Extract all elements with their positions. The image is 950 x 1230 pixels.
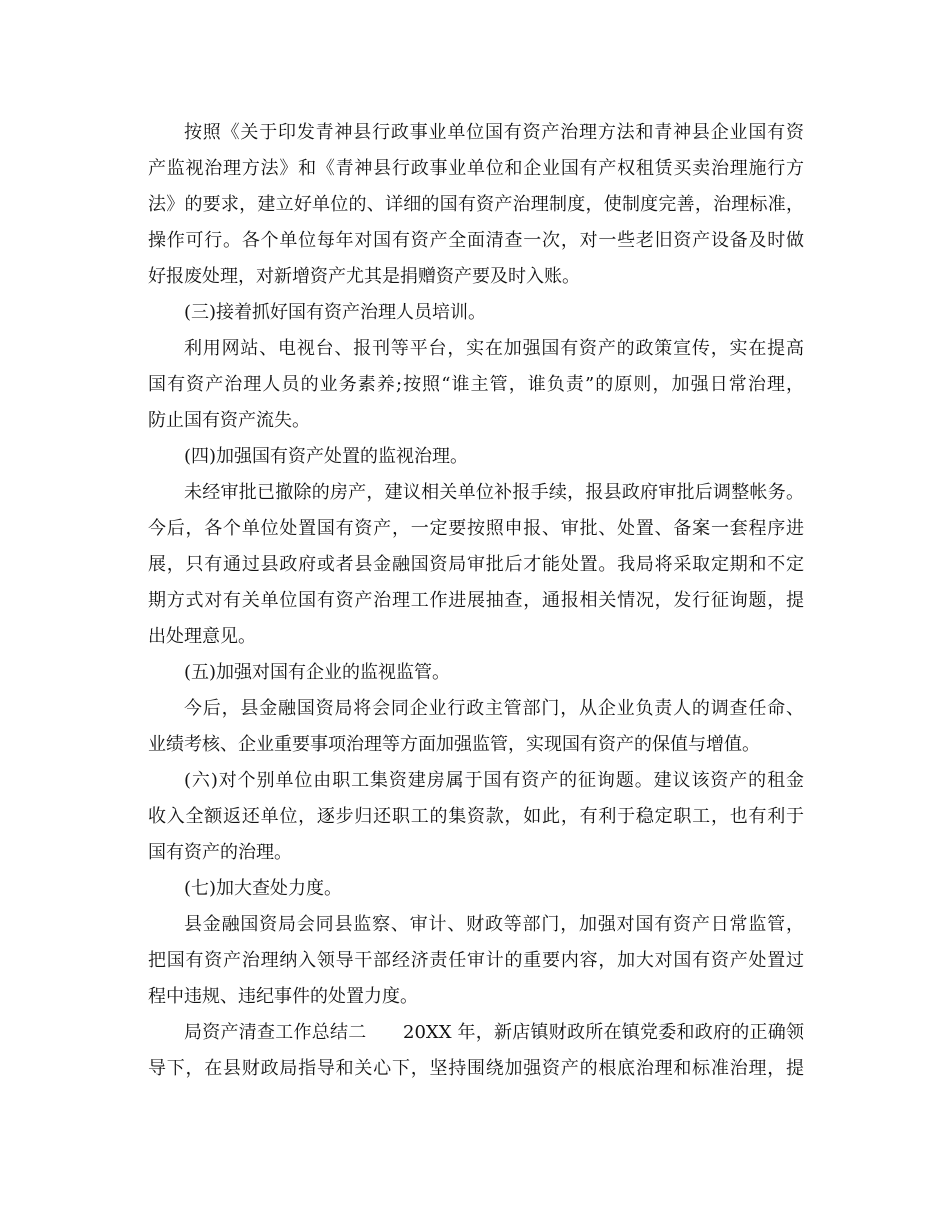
paragraph-line: 收入全额返还单位，逐步归还职工的集资款，如此，有利于稳定职工，也有利于 [148, 806, 804, 827]
heading-line: (四)加强国有资产处置的监视治理。 [184, 446, 469, 467]
heading-line: (三)接着抓好国有资产治理人员培训。 [184, 302, 487, 323]
paragraph [148, 763, 804, 871]
paragraph-line: 利用网站、电视台、报刊等平台，实在加强国有资产的政策宣传，实在提高 [184, 338, 804, 359]
paragraph-line: 法》的要求，建立好单位的、详细的国有资产治理制度，使制度完善，治理标准， [148, 194, 804, 215]
paragraph-line: 县金融国资局会同县监察、审计、财政等部门，加强对国有资产日常监管， [184, 914, 804, 935]
paragraph-line: 今后，县金融国资局将会同企业行政主管部门，从企业负责人的调查任命、 [184, 698, 804, 719]
heading-line: (七)加大查处力度。 [184, 878, 343, 899]
paragraph [148, 907, 804, 1015]
paragraph-line: 好报废处理，对新增资产尤其是捐赠资产要及时入账。 [148, 266, 580, 287]
section-heading [148, 439, 804, 475]
paragraph-line: 业绩考核、企业重要事项治理等方面加强监管，实现国有资产的保值与增值。 [148, 734, 760, 755]
paragraph [148, 475, 804, 655]
paragraph-line: (六)对个别单位由职工集资建房属于国有资产的征询题。建议该资产的租金 [184, 770, 804, 791]
paragraph-line: 出处理意见。 [148, 626, 256, 647]
paragraph [148, 331, 804, 439]
paragraph [148, 115, 804, 295]
paragraph-line: 国有资产治理人员的业务素养;按照“谁主管，谁负责”的原则，加强日常治理， [148, 374, 804, 395]
paragraph-line: 程中违规、违纪事件的处置力度。 [148, 986, 418, 1007]
paragraph-line: 产监视治理方法》和《青神县行政事业单位和企业国有产权租赁买卖治理施行方 [148, 158, 804, 179]
section-heading [148, 655, 804, 691]
paragraph-line: 导下，在县财政局指导和关心下，坚持围绕加强资产的根底治理和标准治理，提 [148, 1058, 804, 1079]
paragraph [148, 691, 804, 763]
paragraph-line: 局资产清查工作总结二 20XX 年，新店镇财政所在镇党委和政府的正确领 [184, 1022, 804, 1043]
paragraph-line: 今后，各个单位处置国有资产，一定要按照申报、审批、处置、备案一套程序进 [148, 518, 804, 539]
document-body [148, 115, 804, 1087]
paragraph-line: 防止国有资产流失。 [148, 410, 310, 431]
heading-line: (五)加强对国有企业的监视监管。 [184, 662, 451, 683]
paragraph-line: 未经审批已撤除的房产，建议相关单位补报手续，报县政府审批后调整帐务。 [184, 482, 804, 503]
paragraph-line: 把国有资产治理纳入领导干部经济责任审计的重要内容，加大对国有资产处置过 [148, 950, 804, 971]
paragraph [148, 1015, 804, 1087]
section-heading [148, 295, 804, 331]
paragraph-line: 期方式对有关单位国有资产治理工作进展抽查，通报相关情况，发行征询题，提 [148, 590, 804, 611]
paragraph-line: 国有资产的治理。 [148, 842, 292, 863]
paragraph-line: 按照《关于印发青神县行政事业单位国有资产治理方法和青神县企业国有资 [184, 122, 804, 143]
paragraph-line: 展，只有通过县政府或者县金融国资局审批后才能处置。我局将采取定期和不定 [148, 554, 804, 575]
paragraph-line: 操作可行。各个单位每年对国有资产全面清查一次，对一些老旧资产设备及时做 [148, 230, 804, 251]
section-heading [148, 871, 804, 907]
